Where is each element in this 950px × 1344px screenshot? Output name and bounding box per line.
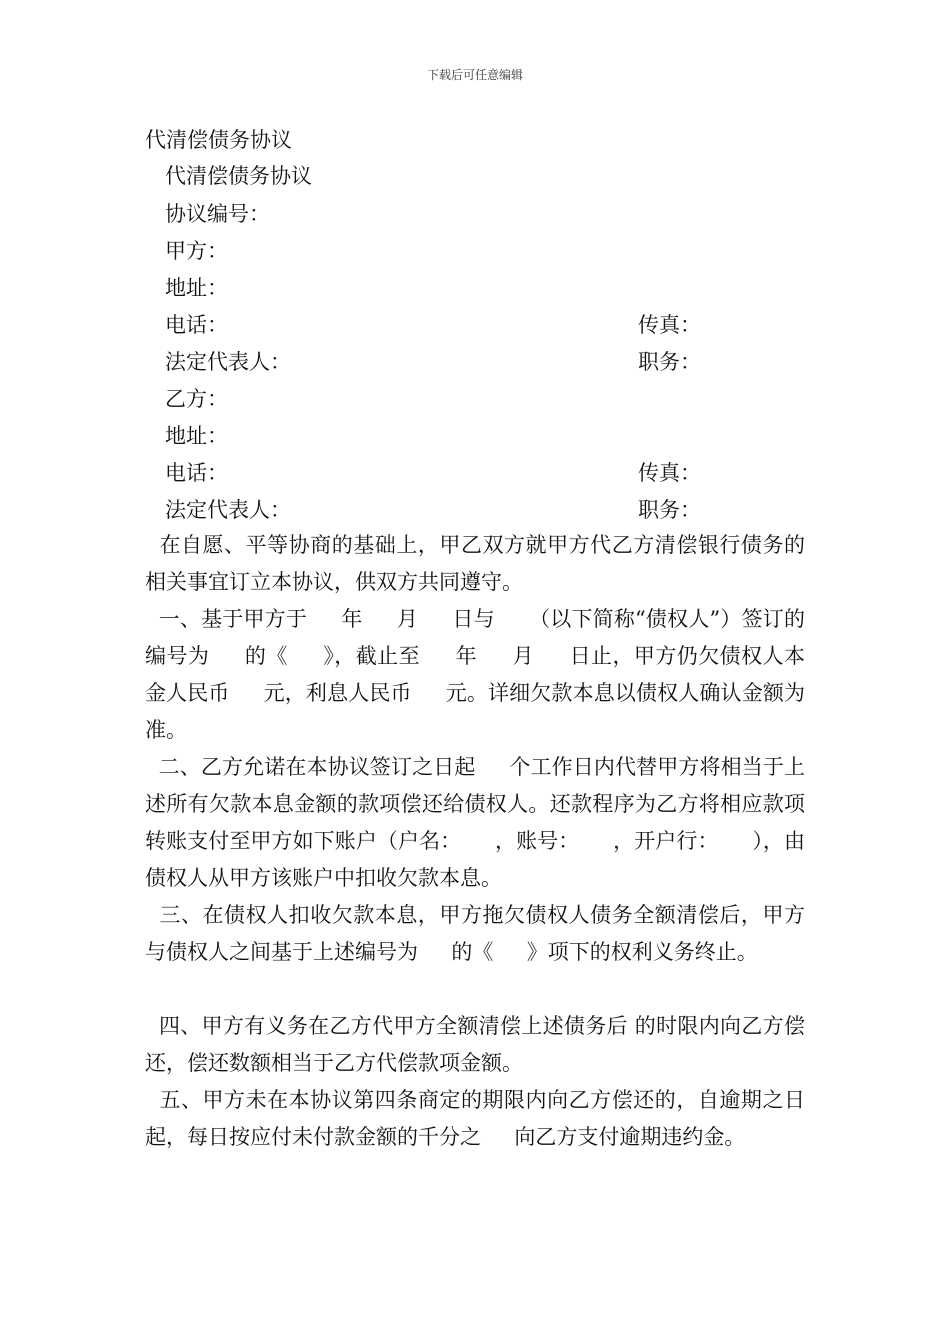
party-a-address-label: 地址： bbox=[165, 276, 228, 300]
party-b-fax-label: 传真： bbox=[638, 461, 701, 485]
clause-4-paragraph: 四、甲方有义务在乙方代甲方全额清偿上述债务后 的时限内向乙方偿还，偿还数额相当于乙方代偿款项金额。 bbox=[145, 1014, 805, 1075]
party-a-fax-label: 传真： bbox=[638, 313, 701, 337]
party-a-phone-label: 电话： bbox=[165, 313, 228, 337]
subtitle: 代清偿债务协议 bbox=[165, 164, 312, 188]
party-a-label: 甲方： bbox=[165, 239, 228, 263]
party-b-address-label: 地址： bbox=[165, 424, 228, 448]
clause-3-paragraph: 三、在债权人扣收欠款本息，甲方拖欠债权人债务全额清偿后，甲方与债权人之间基于上述编号为 的《 》项下的权利义务终止。 bbox=[145, 903, 806, 964]
page-header: 下载后可任意编辑 bbox=[426, 68, 523, 82]
party-a-legal-rep-label: 法定代表人： bbox=[165, 350, 291, 374]
party-b-legal-rep-label: 法定代表人： bbox=[165, 498, 291, 522]
party-a-position-label: 职务： bbox=[638, 350, 701, 374]
clause-2-paragraph: 二、乙方允诺在本协议签订之日起 个工作日内代替甲方将相当于上述所有欠款本息金额的款项偿还给债权人。还款程序为乙方将相应款项转账支付至甲方如下账户（户名： ，账号： ，开户行： ），由债权人从甲方该账户中扣收欠款本息。 bbox=[145, 755, 806, 890]
document-title: 代清偿债务协议 bbox=[145, 128, 292, 152]
agreement-number-label: 协议编号： bbox=[165, 202, 270, 226]
clause-5-paragraph: 五、甲方未在本协议第四条商定的期限内向乙方偿还的，自逾期之日起，每日按应付未付款金额的千分之 向乙方支付逾期违约金。 bbox=[145, 1088, 806, 1149]
clause-1-paragraph: 一、基于甲方于 年 月 日与 （以下简称“债权人”）签订的编号为 的《 》，截止至 年 月 日止，甲方仍欠债权人本金人民币 元，利息人民币 元。详细欠款本息以债权人确认金额为准。 bbox=[145, 607, 805, 742]
party-b-phone-label: 电话： bbox=[165, 461, 228, 485]
preamble-paragraph: 在自愿、平等协商的基础上，甲乙双方就甲方代乙方清偿银行债务的相关事宜订立本协议，供双方共同遵守。 bbox=[145, 533, 806, 594]
party-b-position-label: 职务： bbox=[638, 498, 701, 522]
party-b-label: 乙方： bbox=[165, 387, 228, 411]
